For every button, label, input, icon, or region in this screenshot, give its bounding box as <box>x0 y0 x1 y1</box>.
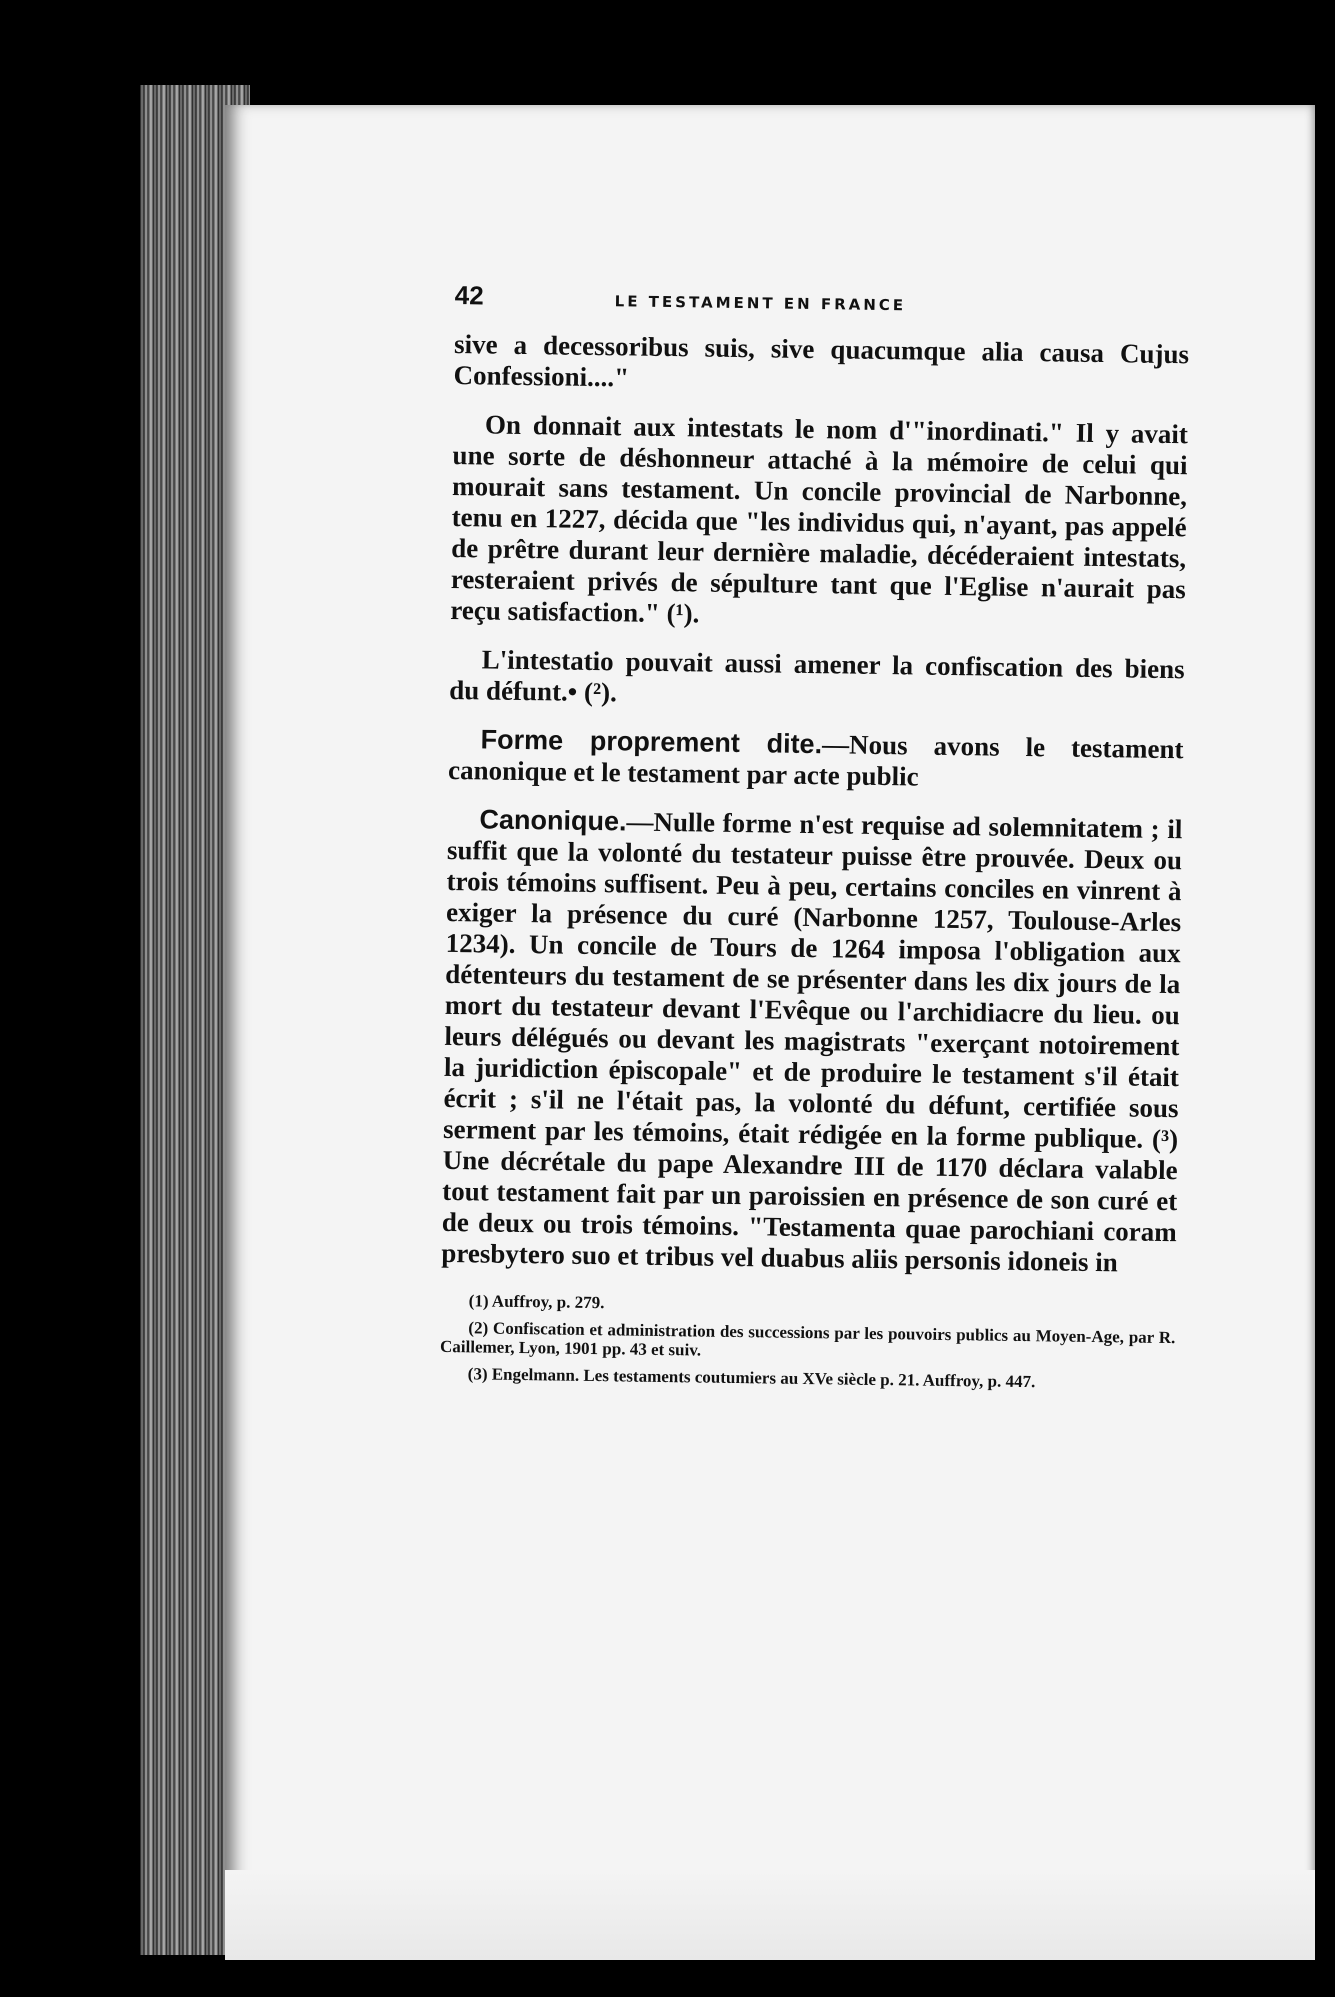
footnote-2: (2) Confiscation et administration des successions par les pouvoirs publics au Moyen-Age, par R. Caillemer, Lyon, 1901 pp. 43 et suiv. <box>439 1318 1176 1360</box>
section-heading-canonique: Canonique. <box>479 804 627 837</box>
paragraph-3: L'intestatio pouvait aussi amener la confiscation des biens du défunt.• (²). <box>449 644 1185 708</box>
page-content <box>439 280 1189 1401</box>
footnote-1: (1) Auffroy, p. 279. <box>468 1291 605 1313</box>
footnotes <box>440 1291 1176 1393</box>
paragraph-4 <box>448 724 1184 796</box>
footnote-3: (3) Engelmann. Les testaments coutumiers au XVe siècle p. 21. Auffroy, p. 447. <box>467 1364 1036 1392</box>
paragraph-5 <box>441 804 1182 1279</box>
page-number: 42 <box>454 280 484 311</box>
paragraph-5-text: —Nulle forme n'est requise ad solemnitatem ; il suffit que la volonté du testateur puisse être prouvée. Deux ou trois témoins suffisent. Peu à peu, certains conciles en vinrent à exiger la présence du curé (Narbonne 1257, Toulouse-Arles 1234). Un concile de Tours de 1264 imposa l'obligation aux détenteurs du testament de se présenter dans les dix jours de la mort du testateur devant l'Evêque ou l'archidiacre du lieu. ou leurs délégués ou devant les magistrats "exerçant notoirement la juridiction épiscopale" et de produire le testament s'il était écrit ; s'il ne l'était pas, la volonté du défunt, certifiée sous serment par les témoins, était rédigée en la forme publique. (³) Une décrétale du pape Alexandre III de 1170 déclara valable tout testament fait par un paroissien en présence de son curé et de deux ou trois témoins. "Testamenta quae parochiani coram presbytero suo et tribus vel duabus aliis personis idoneis in <box>441 806 1183 1278</box>
section-heading-forme: Forme proprement dite. <box>480 724 823 760</box>
paragraph-4-text: —Nous avons le testament canonique et le testament par acte public <box>447 729 1184 792</box>
paragraph-2: On donnait aux intestats le nom d'"inordinati." Il y avait une sorte de déshonneur attaché à la mémoire de celui qui mourait sans testament. Un concile provincial de Narbonne, tenu en 1227, décida que "les individus qui, n'ayant, pas appelé de prêtre durant leur dernière maladie, décéderaient intestats, resteraient privés de sépulture tant que l'Eglise n'aurait pas reçu satisfaction." (¹). <box>450 409 1189 629</box>
running-title: LE TESTAMENT EN FRANCE <box>614 292 907 315</box>
page-bottom-edge <box>225 1870 1315 1960</box>
paragraph-1: sive a decessoribus suis, sive quacumque alia causa Cujus Confessioni...." <box>453 328 1190 393</box>
